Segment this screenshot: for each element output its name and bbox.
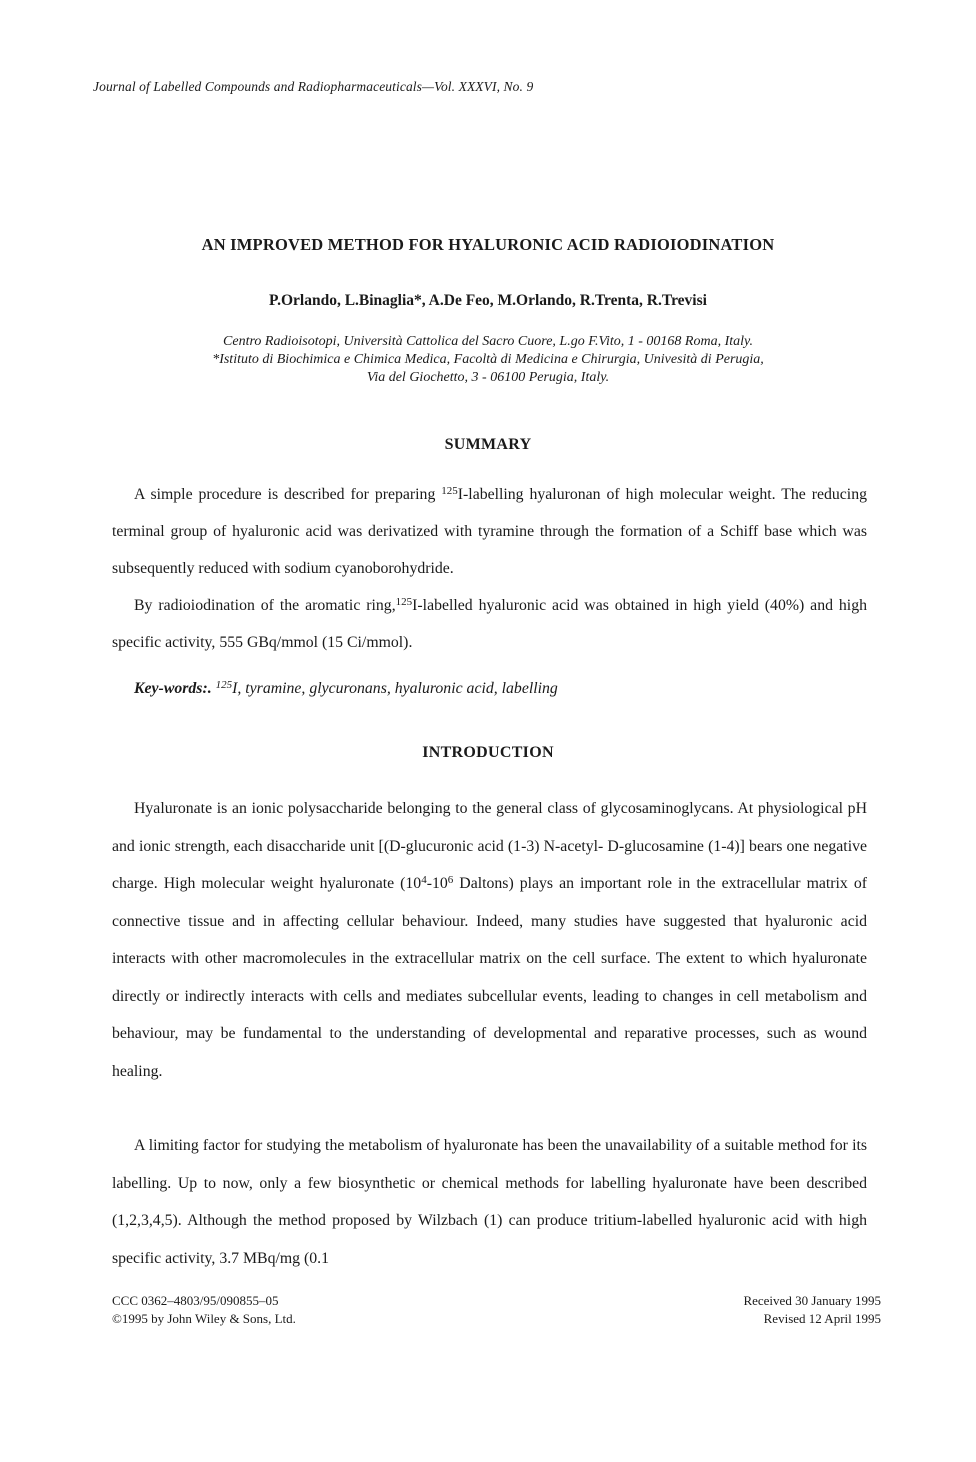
paper-title: AN IMPROVED METHOD FOR HYALURONIC ACID RADIOIODINATION <box>201 235 775 254</box>
footer-left <box>112 1292 296 1328</box>
affiliations <box>0 333 976 387</box>
keywords <box>112 670 867 707</box>
superscript: 125 <box>395 596 413 608</box>
footer-right <box>743 1292 881 1328</box>
summary-paragraph <box>112 476 867 587</box>
affiliation-line: Via del Giochetto, 3 - 06100 Perugia, Italy. <box>366 370 610 385</box>
introduction-heading: INTRODUCTION <box>422 744 554 761</box>
intro-text: -10 <box>426 875 448 892</box>
summary-text: A simple procedure is described for preparing <box>134 486 442 503</box>
intro-text: Hyaluronate is an ionic polysaccharide belonging to the general class of glycosaminoglycans. At physiological pH and ionic strength, each disaccharide unit [(D-glucuronic acid (1-3) N-acetyl- D-glucosamine (1-4)] bears one negative charge. High molecular weight hyaluronate (10 <box>112 800 867 892</box>
superscript: 4 <box>421 874 427 886</box>
copyright: ©1995 by John Wiley & Sons, Ltd. <box>112 1311 296 1326</box>
intro-text: Daltons) plays an important role in the extracellular matrix of connective tissue and in affecting cellular behaviour. Indeed, many studies have suggested that hyaluronic acid interacts with other macromolecules in the extracellular matrix on the cell surface. The extent to which hyaluronate directly or indirectly interacts with cells and mediates subcellular events, leading to changes in cell metabolism and behaviour, may be fundamental to the understanding of developmental and reparative processes, such as wound healing. <box>112 875 867 1080</box>
keywords-label: Key-words:. <box>134 680 212 697</box>
summary-paragraph <box>112 587 867 661</box>
introduction-paragraph: A limiting factor for studying the metabolism of hyaluronate has been the unavailability of a suitable method for its labelling. Up to now, only a few biosynthetic or chemical methods for labelling hyaluronate have been described (1,2,3,4,5). Although the method proposed by Wilzbach (1) can produce tritium-labelled hyaluronic acid with high specific activity, 3.7 MBq/mg (0.1 <box>112 1137 867 1267</box>
introduction-paragraph <box>112 790 867 1090</box>
summary-heading: SUMMARY <box>444 436 532 453</box>
summary-text: I-labelled hyaluronic acid was obtained in high yield (40%) and high specific activity, 555 GBq/mmol (15 Ci/mmol). <box>112 597 867 651</box>
received-date: Received 30 January 1995 <box>743 1293 881 1308</box>
superscript: 6 <box>447 874 454 886</box>
affiliation-line: Centro Radioisotopi, Università Cattolica del Sacro Cuore, L.go F.Vito, 1 - 00168 Roma, Italy. <box>223 334 753 349</box>
affiliation-line: *Istituto di Biochimica e Chimica Medica, Facoltà di Medicina e Chirurgia, Univesità di Perugia, <box>212 352 764 367</box>
superscript: 125 <box>441 485 458 497</box>
summary-text: I-labelling hyaluronan of high molecular weight. The reducing terminal group of hyaluronic acid was derivatized with tyramine through the formation of a Schiff base which was subsequently reduced with sodium cyanoborohydride. <box>112 486 867 577</box>
keywords-text: I, tyramine, glycuronans, hyaluronic acid, labelling <box>232 680 558 697</box>
journal-header: Journal of Labelled Compounds and Radiopharmaceuticals—Vol. XXXVI, No. 9 <box>93 79 534 94</box>
summary-text: By radioiodination of the aromatic ring, <box>134 597 396 614</box>
author-list: P.Orlando, L.Binaglia*, A.De Feo, M.Orlando, R.Trenta, R.Trevisi <box>269 292 707 309</box>
ccc-code: CCC 0362–4803/95/090855–05 <box>112 1293 279 1308</box>
superscript: 125 <box>215 679 233 691</box>
revised-date: Revised 12 April 1995 <box>763 1311 881 1326</box>
